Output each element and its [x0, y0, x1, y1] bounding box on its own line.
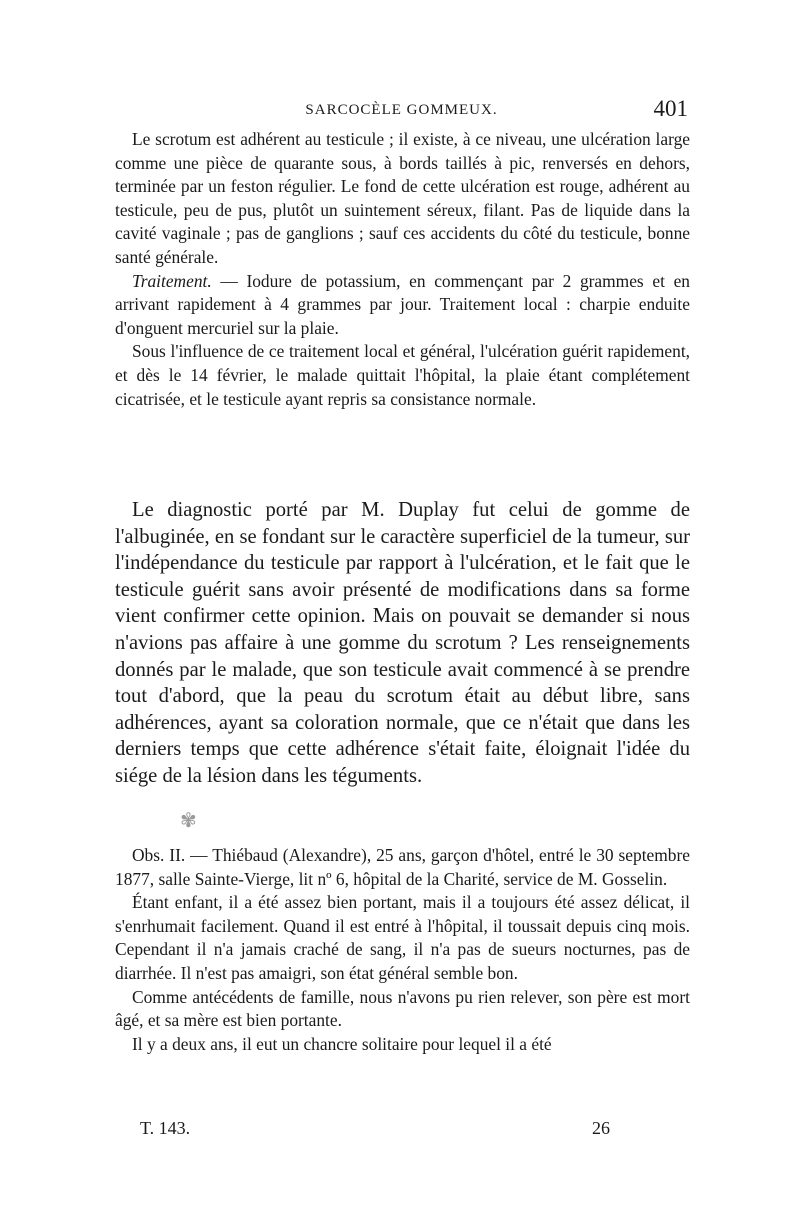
- observation-label: Obs. II.: [132, 845, 186, 865]
- page-number: 401: [653, 96, 688, 121]
- gathering-signature: 26: [592, 1118, 610, 1138]
- paragraph: Le diagnostic porté par M. Duplay fut celui de gomme de l'albuginée, en se fondant sur le caractère superficiel de la tumeur, sur l'indépendance du testicule par rapport à l'ulcération, et le fait que le testicule guérit sans avoir présenté de modifications dans sa forme vient confirmer cette opinion. Mais on pouvait se demander si nous n'avions pas affaire à une gomme du scrotum ? Les renseignements donnés par le malade, que son testicule avait commencé à se prendre tout d'abord, que la peau du scrotum était au début libre, sans adhérences, ayant sa coloration normale, que ce n'était que dans les derniers temps que cette adhérence s'était faite, éloignait l'idée du siége de la lésion dans les téguments.: [115, 499, 690, 787]
- paragraph: Étant enfant, il a été assez bien portant, mais il a toujours été assez délicat, il s'enrhumait facilement. Quand il est entré à l'hôpital, il toussait depuis cinq mois. Cependant il n'a jamais craché de sang, il n'a pas de sueurs nocturnes, pas de diarrhée. Il n'est pas amaigri, son état général semble bon.: [115, 892, 690, 983]
- observation-text: [115, 844, 690, 1056]
- paragraph: Il y a deux ans, il eut un chancre solitaire pour lequel il a été: [132, 1033, 552, 1054]
- volume-signature: T. 143.: [140, 1118, 191, 1138]
- treatment-heading: Traitement.: [132, 270, 212, 291]
- running-title: SARCOCÈLE GOMMEUX.: [305, 102, 498, 118]
- paragraph: Sous l'influence de ce traitement local et général, l'ulcération guérit rapidement, et dès le 14 février, le malade quittait l'hôpital, la plaie étant complétement cicatrisée, et le testicule ayant repris sa consistance normale.: [115, 341, 690, 409]
- paragraph: Le scrotum est adhérent au testicule ; il existe, à ce niveau, une ulcération large comme une pièce de quarante sous, à bords taillés à pic, renversés en dehors, terminée par un feston régulier. Le fond de cette ulcération est rouge, adhérent au testicule, peu de pus, plutôt un suintement séreux, filant. Pas de liquide dans la cavité vaginale ; pas de ganglions ; sauf ces accidents du côté du testicule, bonne santé générale.: [115, 129, 690, 267]
- observation-intro: — Thiébaud (Alexandre), 25 ans, garçon d'hôtel, entré le 30 septembre 1877, salle Sainte-Vierge, lit nº 6, hôpital de la Charité, service de M. Gosselin.: [115, 845, 690, 889]
- page-footer: [140, 1118, 610, 1146]
- discussion-text: [115, 497, 690, 790]
- paragraph: Comme antécédents de famille, nous n'avons pu rien relever, son père est mort âgé, et sa mère est bien portante.: [115, 986, 690, 1031]
- observation-heading-paragraph: [115, 844, 690, 891]
- page-header: [115, 96, 688, 126]
- treatment-paragraph: [115, 270, 690, 341]
- case-text: [115, 128, 690, 411]
- treatment-text: — Iodure de potassium, en commençant par 2 grammes et en arrivant rapidement à 4 grammes par jour. Traitement local : charpie enduite d'onguent mercuriel sur la plaie.: [115, 270, 690, 338]
- ink-blot-icon: ✾: [180, 810, 197, 832]
